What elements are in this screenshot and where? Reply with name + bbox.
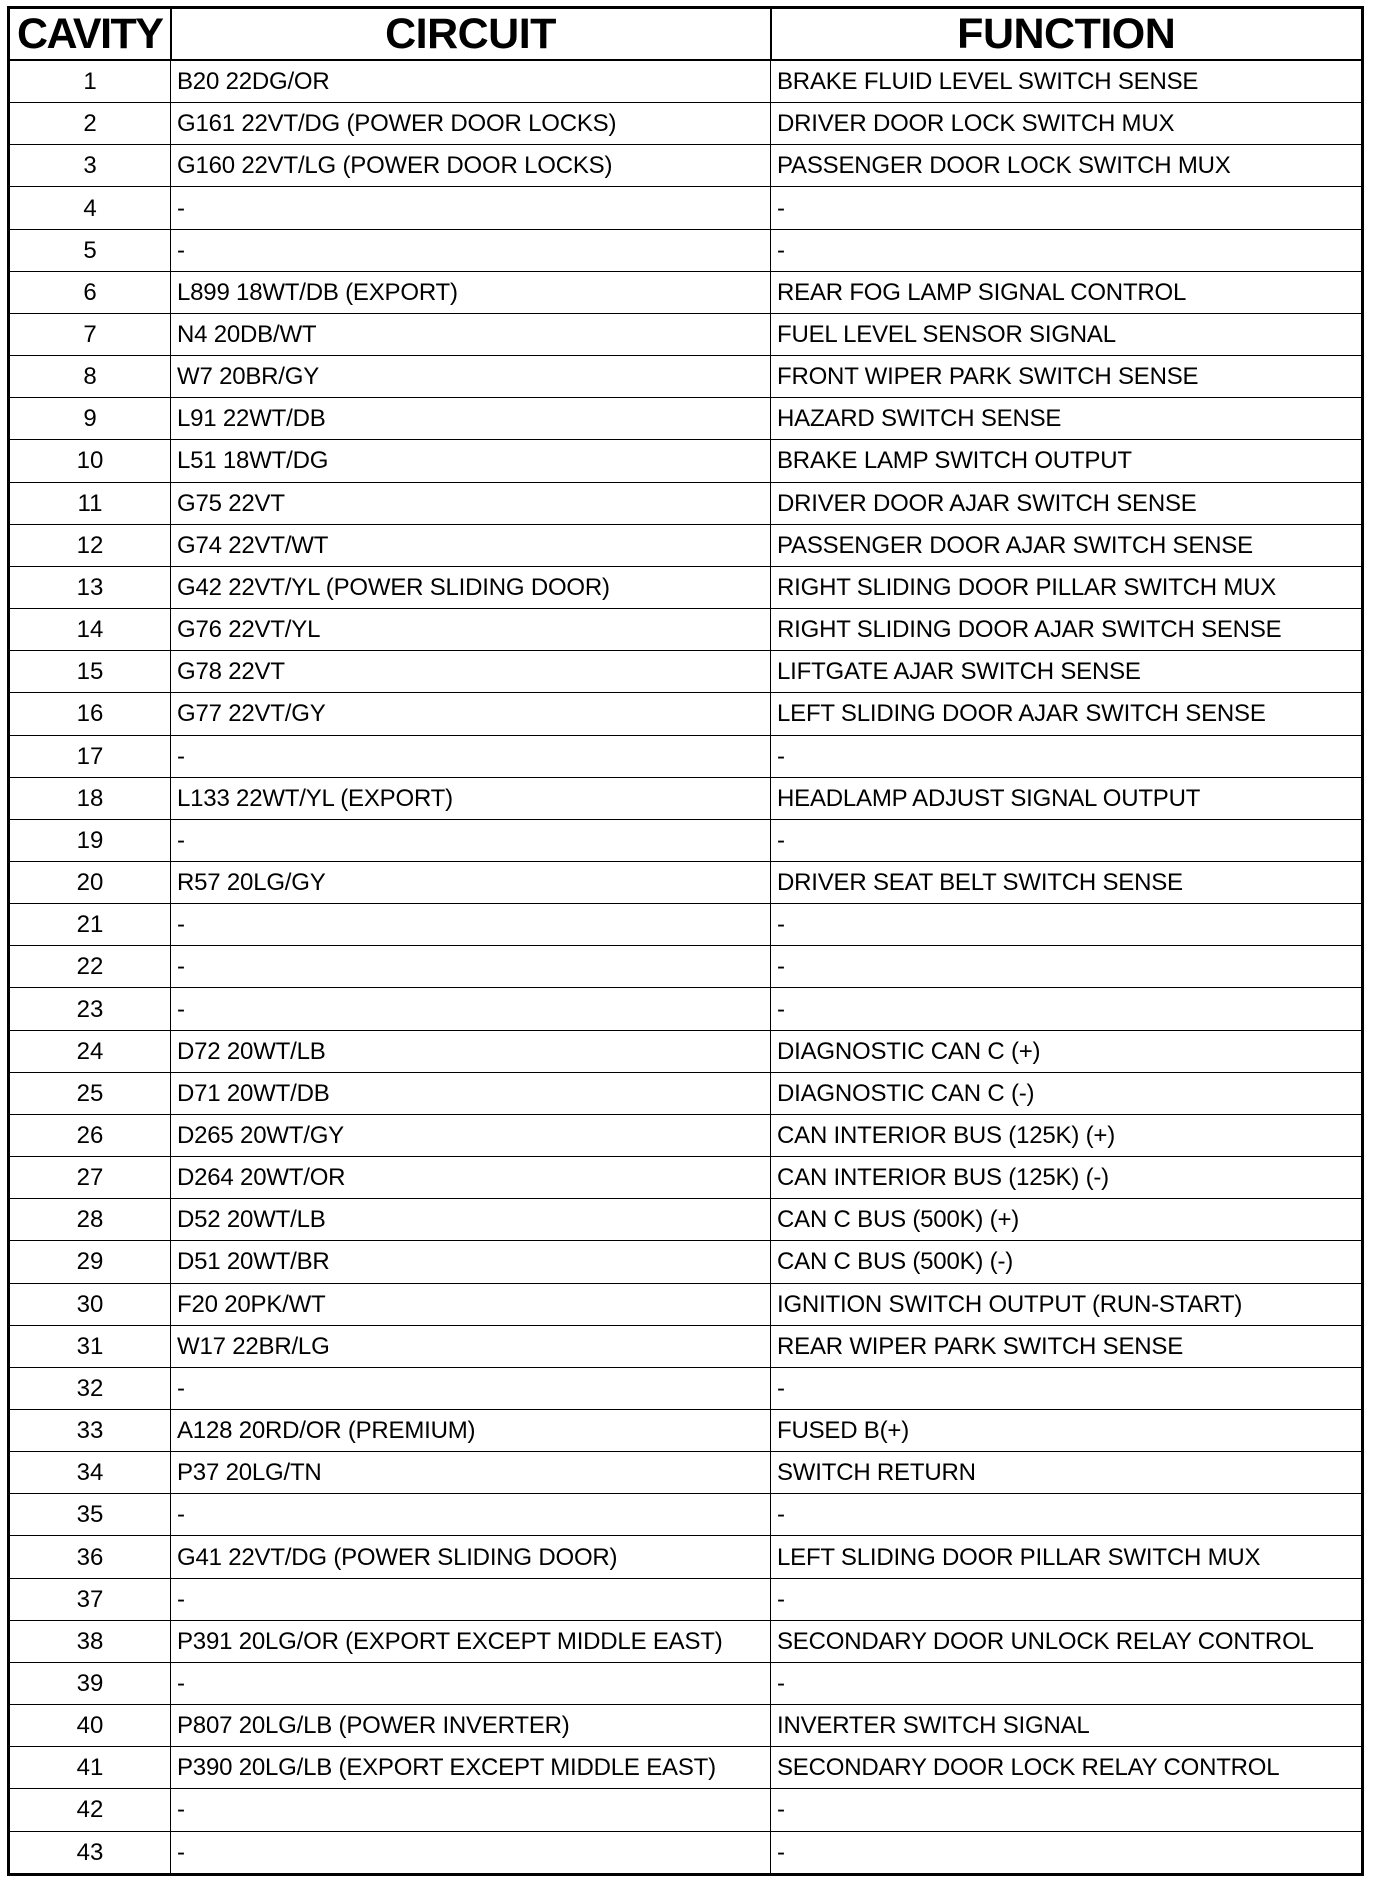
cell-cavity: 9	[9, 398, 171, 440]
cell-function: LEFT SLIDING DOOR PILLAR SWITCH MUX	[771, 1536, 1363, 1578]
cell-circuit: G76 22VT/YL	[171, 609, 771, 651]
cell-function: FUSED B(+)	[771, 1410, 1363, 1452]
cell-cavity: 17	[9, 735, 171, 777]
cell-cavity: 30	[9, 1283, 171, 1325]
cell-cavity: 20	[9, 861, 171, 903]
cell-circuit: B20 22DG/OR	[171, 60, 771, 103]
connector-pinout-table	[7, 6, 1364, 1876]
cell-cavity: 10	[9, 440, 171, 482]
cell-cavity: 40	[9, 1705, 171, 1747]
table-row	[9, 398, 1363, 440]
cell-cavity: 42	[9, 1789, 171, 1831]
cell-cavity: 38	[9, 1620, 171, 1662]
cell-circuit: P390 20LG/LB (EXPORT EXCEPT MIDDLE EAST)	[171, 1747, 771, 1789]
cell-function: DIAGNOSTIC CAN C (-)	[771, 1072, 1363, 1114]
cell-circuit: G160 22VT/LG (POWER DOOR LOCKS)	[171, 145, 771, 187]
table-row	[9, 1325, 1363, 1367]
cell-cavity: 22	[9, 946, 171, 988]
cell-circuit: F20 20PK/WT	[171, 1283, 771, 1325]
cell-circuit: L51 18WT/DG	[171, 440, 771, 482]
cell-circuit: G41 22VT/DG (POWER SLIDING DOOR)	[171, 1536, 771, 1578]
cell-circuit: -	[171, 1831, 771, 1874]
table-row	[9, 1030, 1363, 1072]
cell-function: IGNITION SWITCH OUTPUT (RUN-START)	[771, 1283, 1363, 1325]
cell-circuit: G75 22VT	[171, 482, 771, 524]
cell-function: -	[771, 904, 1363, 946]
cell-circuit: G78 22VT	[171, 651, 771, 693]
table-row	[9, 566, 1363, 608]
cell-cavity: 5	[9, 229, 171, 271]
cell-circuit: G74 22VT/WT	[171, 524, 771, 566]
cell-function: CAN C BUS (500K) (-)	[771, 1241, 1363, 1283]
table-row	[9, 356, 1363, 398]
cell-circuit: W17 22BR/LG	[171, 1325, 771, 1367]
column-header-cavity: CAVITY	[9, 8, 171, 61]
cell-function: BRAKE FLUID LEVEL SWITCH SENSE	[771, 60, 1363, 103]
cell-cavity: 2	[9, 103, 171, 145]
cell-function: HAZARD SWITCH SENSE	[771, 398, 1363, 440]
cell-cavity: 4	[9, 187, 171, 229]
table-row	[9, 1452, 1363, 1494]
cell-function: LIFTGATE AJAR SWITCH SENSE	[771, 651, 1363, 693]
cell-function: -	[771, 819, 1363, 861]
cell-cavity: 6	[9, 271, 171, 313]
cell-function: CAN C BUS (500K) (+)	[771, 1199, 1363, 1241]
cell-function: FUEL LEVEL SENSOR SIGNAL	[771, 313, 1363, 355]
cell-function: -	[771, 988, 1363, 1030]
cell-function: INVERTER SWITCH SIGNAL	[771, 1705, 1363, 1747]
cell-circuit: D52 20WT/LB	[171, 1199, 771, 1241]
table-row	[9, 145, 1363, 187]
cell-circuit: G42 22VT/YL (POWER SLIDING DOOR)	[171, 566, 771, 608]
cell-function: BRAKE LAMP SWITCH OUTPUT	[771, 440, 1363, 482]
cell-function: DIAGNOSTIC CAN C (+)	[771, 1030, 1363, 1072]
cell-circuit: P807 20LG/LB (POWER INVERTER)	[171, 1705, 771, 1747]
table-row	[9, 609, 1363, 651]
cell-function: RIGHT SLIDING DOOR PILLAR SWITCH MUX	[771, 566, 1363, 608]
cell-circuit: G77 22VT/GY	[171, 693, 771, 735]
table-row	[9, 1199, 1363, 1241]
cell-cavity: 36	[9, 1536, 171, 1578]
cell-cavity: 34	[9, 1452, 171, 1494]
cell-function: -	[771, 946, 1363, 988]
table-row	[9, 946, 1363, 988]
cell-cavity: 11	[9, 482, 171, 524]
cell-function: PASSENGER DOOR AJAR SWITCH SENSE	[771, 524, 1363, 566]
cell-circuit: N4 20DB/WT	[171, 313, 771, 355]
cell-function: -	[771, 1662, 1363, 1704]
cell-cavity: 25	[9, 1072, 171, 1114]
table-row	[9, 651, 1363, 693]
table-row	[9, 482, 1363, 524]
column-header-circuit: CIRCUIT	[171, 8, 771, 61]
table-row	[9, 1578, 1363, 1620]
table-row	[9, 1747, 1363, 1789]
cell-circuit: -	[171, 1662, 771, 1704]
cell-circuit: D71 20WT/DB	[171, 1072, 771, 1114]
cell-function: DRIVER DOOR LOCK SWITCH MUX	[771, 103, 1363, 145]
cell-cavity: 31	[9, 1325, 171, 1367]
cell-cavity: 37	[9, 1578, 171, 1620]
cell-function: PASSENGER DOOR LOCK SWITCH MUX	[771, 145, 1363, 187]
cell-circuit: -	[171, 904, 771, 946]
cell-cavity: 23	[9, 988, 171, 1030]
table-row	[9, 1241, 1363, 1283]
table-row	[9, 313, 1363, 355]
cell-cavity: 18	[9, 777, 171, 819]
cell-function: -	[771, 1831, 1363, 1874]
table-row	[9, 819, 1363, 861]
table-row	[9, 1789, 1363, 1831]
cell-cavity: 24	[9, 1030, 171, 1072]
table-row	[9, 988, 1363, 1030]
table-row	[9, 524, 1363, 566]
cell-circuit: P37 20LG/TN	[171, 1452, 771, 1494]
header-row	[9, 8, 1363, 61]
cell-cavity: 35	[9, 1494, 171, 1536]
table-row	[9, 1620, 1363, 1662]
cell-circuit: R57 20LG/GY	[171, 861, 771, 903]
table-row	[9, 60, 1363, 103]
cell-function: -	[771, 1578, 1363, 1620]
cell-cavity: 16	[9, 693, 171, 735]
cell-cavity: 12	[9, 524, 171, 566]
cell-cavity: 27	[9, 1157, 171, 1199]
cell-function: -	[771, 1494, 1363, 1536]
cell-circuit: L899 18WT/DB (EXPORT)	[171, 271, 771, 313]
cell-cavity: 3	[9, 145, 171, 187]
cell-cavity: 15	[9, 651, 171, 693]
cell-cavity: 28	[9, 1199, 171, 1241]
cell-function: CAN INTERIOR BUS (125K) (+)	[771, 1114, 1363, 1156]
cell-cavity: 26	[9, 1114, 171, 1156]
table-row	[9, 1157, 1363, 1199]
cell-function: FRONT WIPER PARK SWITCH SENSE	[771, 356, 1363, 398]
cell-cavity: 43	[9, 1831, 171, 1874]
table-row	[9, 861, 1363, 903]
cell-circuit: -	[171, 735, 771, 777]
cell-cavity: 14	[9, 609, 171, 651]
cell-function: LEFT SLIDING DOOR AJAR SWITCH SENSE	[771, 693, 1363, 735]
table-row	[9, 1831, 1363, 1874]
cell-circuit: D265 20WT/GY	[171, 1114, 771, 1156]
cell-circuit: D72 20WT/LB	[171, 1030, 771, 1072]
table-row	[9, 777, 1363, 819]
cell-circuit: G161 22VT/DG (POWER DOOR LOCKS)	[171, 103, 771, 145]
table-row	[9, 1283, 1363, 1325]
table-row	[9, 1114, 1363, 1156]
cell-circuit: -	[171, 819, 771, 861]
cell-cavity: 33	[9, 1410, 171, 1452]
table-row	[9, 1072, 1363, 1114]
cell-circuit: D264 20WT/OR	[171, 1157, 771, 1199]
table-row	[9, 1410, 1363, 1452]
cell-function: -	[771, 229, 1363, 271]
table-row	[9, 229, 1363, 271]
cell-cavity: 32	[9, 1367, 171, 1409]
cell-function: SWITCH RETURN	[771, 1452, 1363, 1494]
table-row	[9, 187, 1363, 229]
cell-circuit: A128 20RD/OR (PREMIUM)	[171, 1410, 771, 1452]
table-row	[9, 271, 1363, 313]
cell-function: RIGHT SLIDING DOOR AJAR SWITCH SENSE	[771, 609, 1363, 651]
table-body	[9, 60, 1363, 1875]
cell-circuit: -	[171, 1578, 771, 1620]
table-row	[9, 735, 1363, 777]
column-header-function: FUNCTION	[771, 8, 1363, 61]
cell-function: -	[771, 735, 1363, 777]
table-row	[9, 1367, 1363, 1409]
cell-cavity: 21	[9, 904, 171, 946]
cell-function: -	[771, 187, 1363, 229]
cell-circuit: L133 22WT/YL (EXPORT)	[171, 777, 771, 819]
table-row	[9, 1705, 1363, 1747]
cell-cavity: 13	[9, 566, 171, 608]
connector-pinout-sheet	[7, 6, 1361, 1876]
cell-cavity: 8	[9, 356, 171, 398]
table-row	[9, 103, 1363, 145]
table-row	[9, 440, 1363, 482]
cell-circuit: -	[171, 1789, 771, 1831]
cell-cavity: 7	[9, 313, 171, 355]
cell-circuit: -	[171, 946, 771, 988]
table-row	[9, 1662, 1363, 1704]
cell-cavity: 39	[9, 1662, 171, 1704]
table-row	[9, 693, 1363, 735]
cell-function: REAR FOG LAMP SIGNAL CONTROL	[771, 271, 1363, 313]
cell-function: CAN INTERIOR BUS (125K) (-)	[771, 1157, 1363, 1199]
table-row	[9, 904, 1363, 946]
cell-cavity: 1	[9, 60, 171, 103]
cell-function: REAR WIPER PARK SWITCH SENSE	[771, 1325, 1363, 1367]
cell-circuit: -	[171, 1367, 771, 1409]
cell-cavity: 29	[9, 1241, 171, 1283]
cell-function: -	[771, 1367, 1363, 1409]
cell-circuit: L91 22WT/DB	[171, 398, 771, 440]
cell-function: -	[771, 1789, 1363, 1831]
table-row	[9, 1536, 1363, 1578]
cell-function: SECONDARY DOOR UNLOCK RELAY CONTROL	[771, 1620, 1363, 1662]
cell-circuit: P391 20LG/OR (EXPORT EXCEPT MIDDLE EAST)	[171, 1620, 771, 1662]
cell-circuit: D51 20WT/BR	[171, 1241, 771, 1283]
table-row	[9, 1494, 1363, 1536]
cell-circuit: -	[171, 229, 771, 271]
cell-function: DRIVER DOOR AJAR SWITCH SENSE	[771, 482, 1363, 524]
table-header	[9, 8, 1363, 61]
cell-function: HEADLAMP ADJUST SIGNAL OUTPUT	[771, 777, 1363, 819]
cell-circuit: W7 20BR/GY	[171, 356, 771, 398]
cell-function: SECONDARY DOOR LOCK RELAY CONTROL	[771, 1747, 1363, 1789]
cell-circuit: -	[171, 988, 771, 1030]
cell-cavity: 19	[9, 819, 171, 861]
cell-cavity: 41	[9, 1747, 171, 1789]
cell-function: DRIVER SEAT BELT SWITCH SENSE	[771, 861, 1363, 903]
cell-circuit: -	[171, 1494, 771, 1536]
cell-circuit: -	[171, 187, 771, 229]
